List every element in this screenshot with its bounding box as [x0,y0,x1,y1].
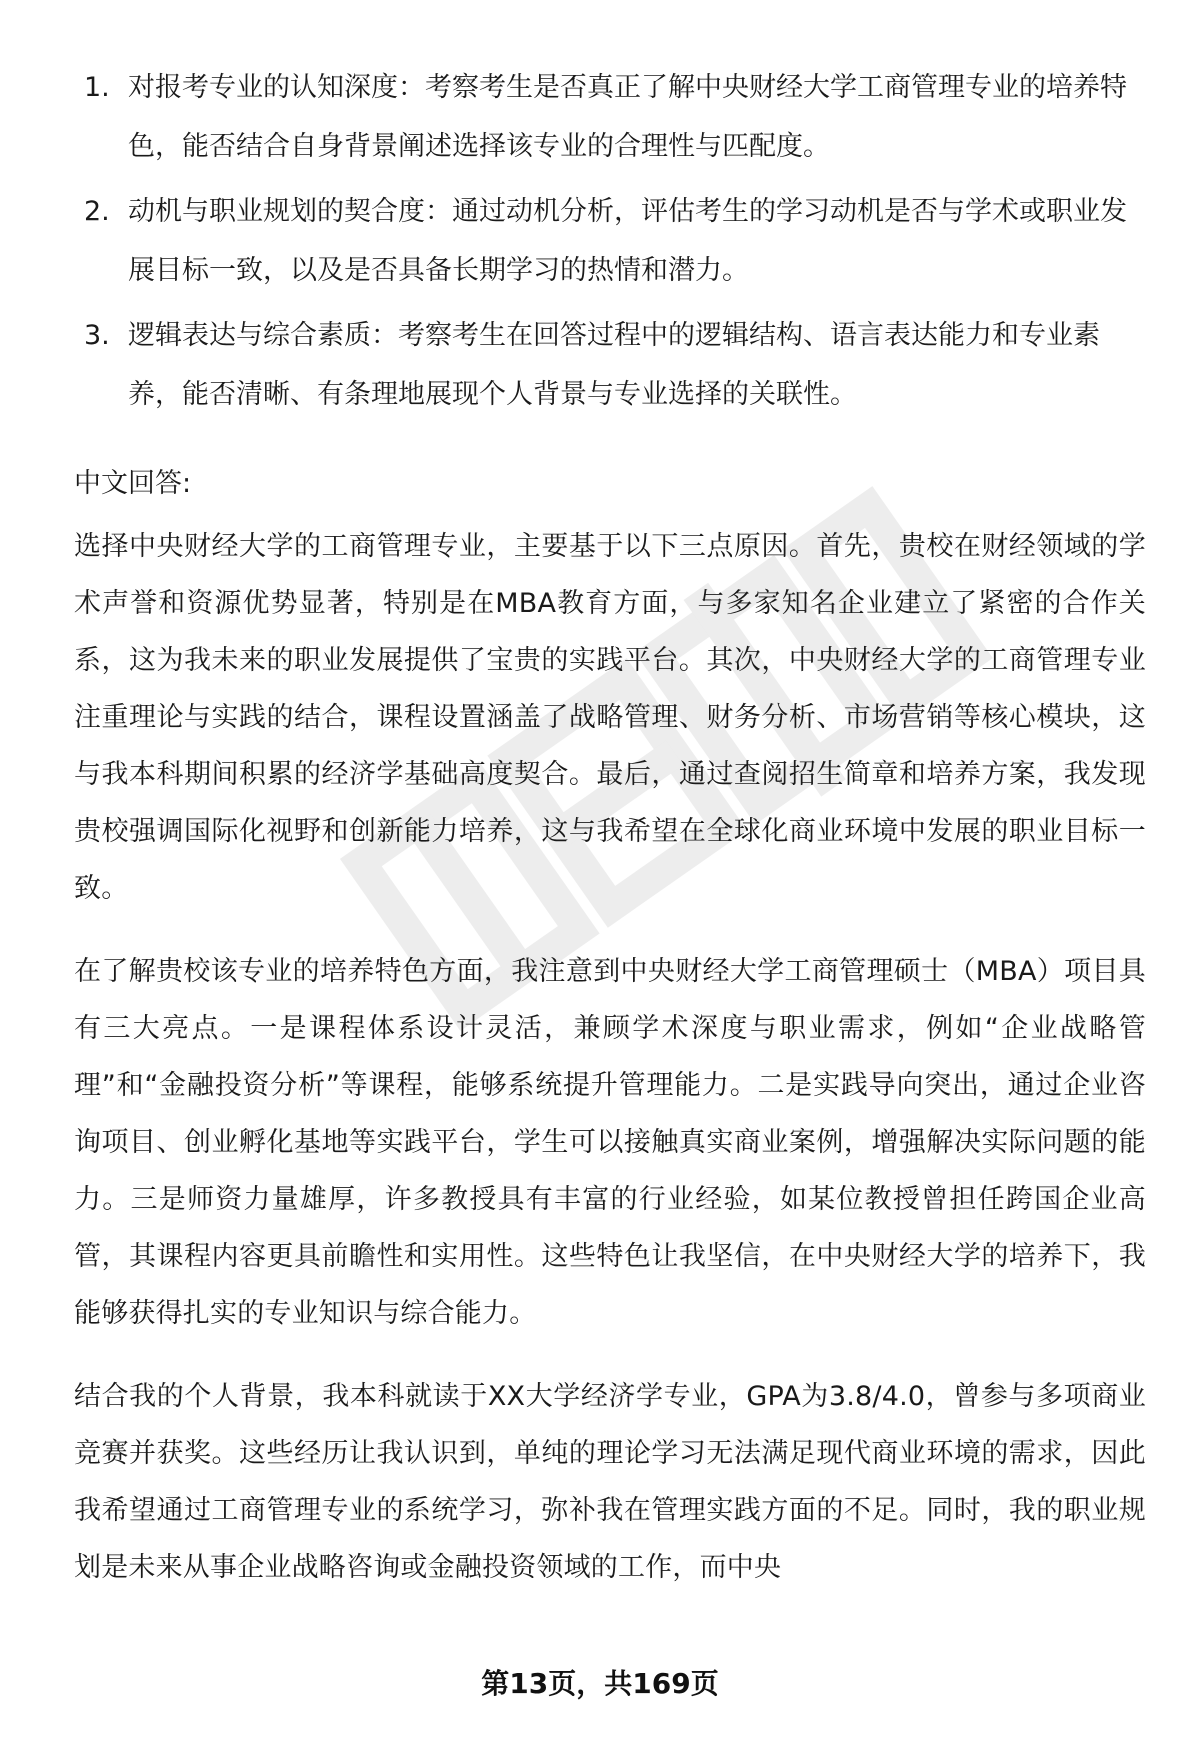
criteria-text: 动机与职业规划的契合度：通过动机分析，评估考生的学习动机是否与学术或职业发展目标一致，以及是否具备长期学习的热情和潜力。 [128,196,1127,286]
answer-paragraph: 结合我的个人背景，我本科就读于XX大学经济学专业，GPA为3.8/4.0，曾参与多项商业竞赛并获奖。这些经历让我认识到，单纯的理论学习无法满足现代商业环境的需求，因此我希望通过工商管理专业的系统学习，弥补我在管理实践方面的不足。同时，我的职业规划是未来从事企业战略咨询或金融投资领域的工作，而中央 [74,1381,1146,1583]
criteria-item [74,182,1146,300]
answer-paragraph: 选择中央财经大学的工商管理专业，主要基于以下三点原因。首先，贵校在财经领域的学术声誉和资源优势显著，特别是在MBA教育方面，与多家知名企业建立了紧密的合作关系，这为我未来的职业发展提供了宝贵的实践平台。其次，中央财经大学的工商管理专业注重理论与实践的结合，课程设置涵盖了战略管理、财务分析、市场营销等核心模块，这与我本科期间积累的经济学基础高度契合。最后，通过查阅招生简章和培养方案，我发现贵校强调国际化视野和创新能力培养，这与我希望在全球化商业环境中发展的职业目标一致。 [74,531,1146,904]
answer-heading: 中文回答: [74,468,192,499]
criteria-text: 逻辑表达与综合素质：考察考生在回答过程中的逻辑结构、语言表达能力和专业素养，能否清晰、有条理地展现个人背景与专业选择的关联性。 [128,320,1100,410]
criteria-number: 1. [84,72,110,103]
criteria-number: 2. [84,196,110,227]
criteria-text: 对报考专业的认知深度：考察考生是否真正了解中央财经大学工商管理专业的培养特色，能否结合自身背景阐述选择该专业的合理性与匹配度。 [128,72,1127,162]
evaluation-criteria-list [74,58,1146,424]
criteria-item [74,306,1146,424]
document-page [74,58,1146,1596]
page-number-footer: 第13页，共169页 [481,1667,719,1700]
answer-paragraph: 在了解贵校该专业的培养特色方面，我注意到中央财经大学工商管理硕士（MBA）项目具有三大亮点。一是课程体系设计灵活，兼顾学术深度与职业需求，例如“企业战略管理”和“金融投资分析”等课程，能够系统提升管理能力。二是实践导向突出，通过企业咨询项目、创业孵化基地等实践平台，学生可以接触真实商业案例，增强解决实际问题的能力。三是师资力量雄厚，许多教授具有丰富的行业经验，如某位教授曾担任跨国企业高管，其课程内容更具前瞻性和实用性。这些特色让我坚信，在中央财经大学的培养下，我能够获得扎实的专业知识与综合能力。 [74,956,1146,1329]
criteria-item [74,58,1146,176]
criteria-number: 3. [84,320,110,351]
